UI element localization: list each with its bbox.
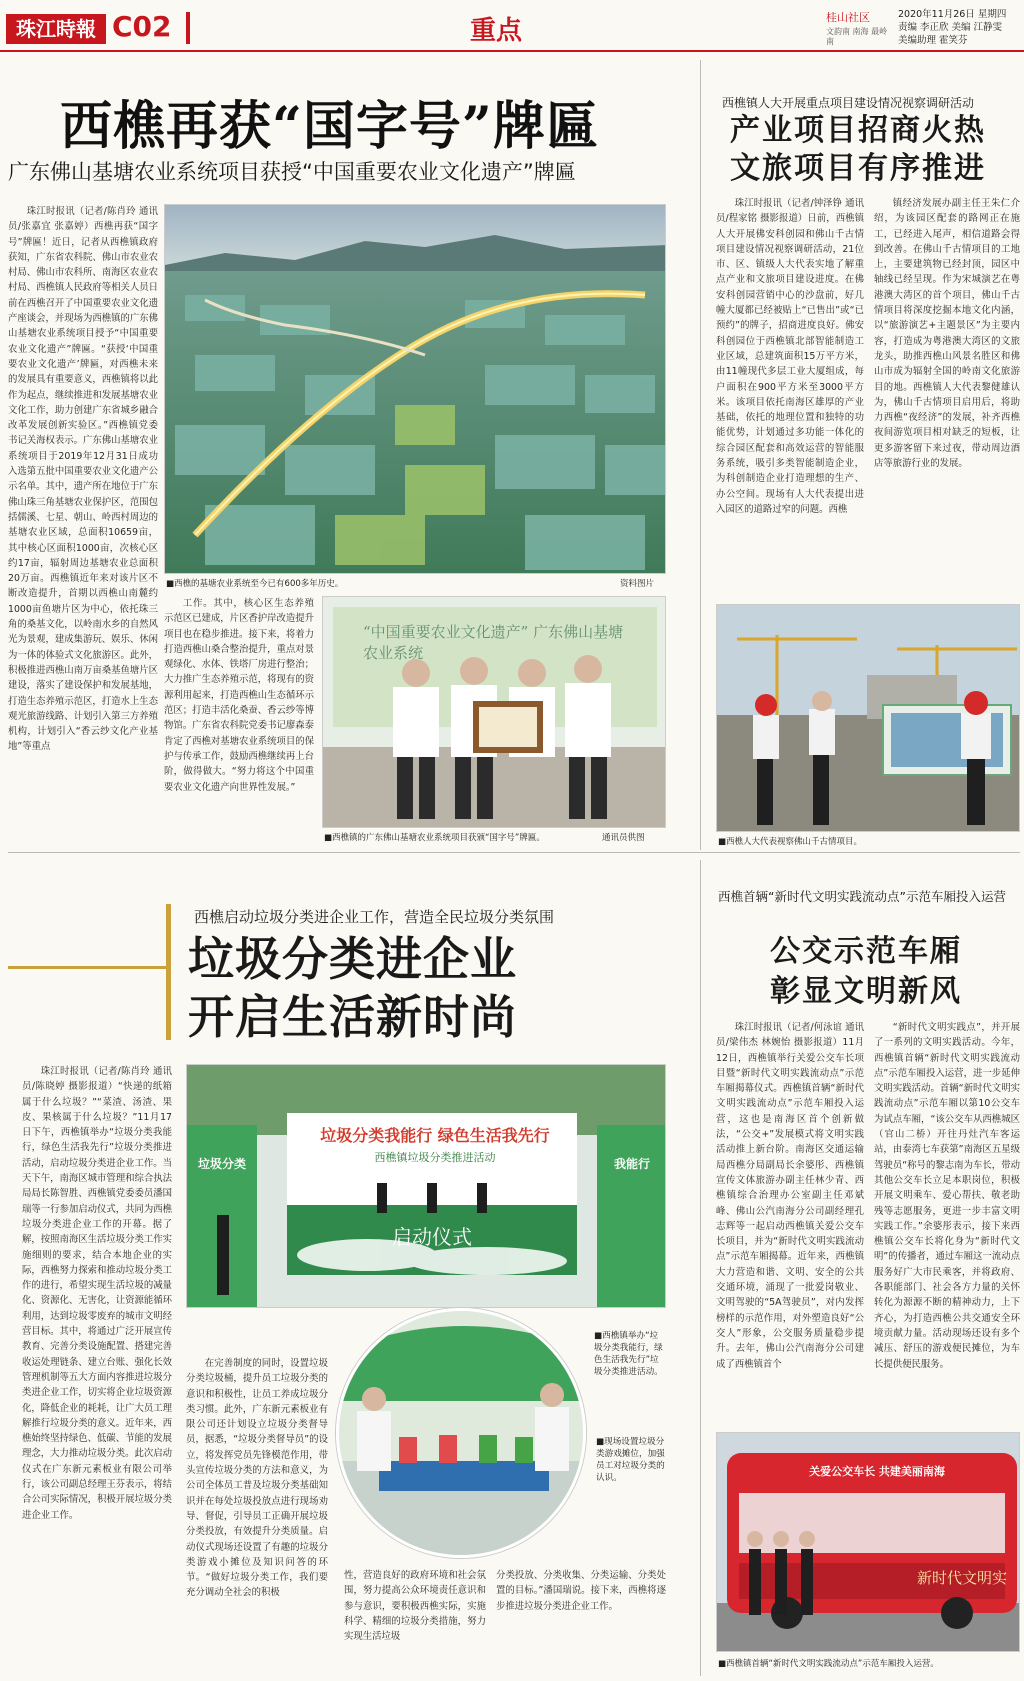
- article3-column-2: [186, 1356, 328, 1676]
- article3-body-1: 珠江时报讯（记者/陈肖玲 通讯员/陈晓婷 摄影报道）“快递的纸箱属于什么垃圾？”“菜渣、汤渣、果皮、果核属于什么垃圾？”11月17日下午，西樵镇举办“垃圾分类我能行，绿色生活我先行”垃圾分类推进活动，启动垃圾分类进企业工作。当天下午，南海区城市管理和综合执法局局长陈智胜、西樵镇党委委员潘国瑞等一行参加启动仪式，共同为西樵垃圾分类进企业工作的开幕。据了解，按照南海区生活垃圾分类工作实施细则的要求，结合本地企业的实际，西樵努力探索和推动垃圾分类工作的进行，希望实现生活垃圾的减量化、资源化、无害化，让资源能循环利用，达到垃圾零废弃的城市文明经营目标。其中，将通过广泛开展宣传教育、完善分类设施配置、搭建完善收运处理链条、建立台账、强化长效管理机制等五大方面内容推进垃圾分类进企业工作，切实将企业垃圾资源化，降低企业的耗耗，让广大员工理解推行垃圾分类的意义。近年来，西樵始终坚持绿色、低碳、节能的发展理念，大力推动垃圾分类。此次启动仪式在广东新元素板业有限公司举行，该公司副总经理王芬表示，将结合公司实际情况，积极开展垃圾分类进企业工作。: [22, 1066, 172, 1521]
- article3-body-4: 分类投放、分类收集、分类运输、分类处置的目标。”潘国瑞说。接下来，西樵将逐步推进垃圾分类进企业工作。: [496, 1570, 666, 1612]
- article2-kicker: 西樵镇人大开展重点项目建设情况视察调研活动: [722, 96, 975, 110]
- page-number: C02: [112, 10, 172, 43]
- article2-column-2: [874, 196, 1020, 598]
- event-banner-ceremony: 启动仪式: [392, 1225, 472, 1249]
- article2-body-1: 珠江时报讯（记者/钟泽铮 通讯员/程家铭 摄影报道）日前，西樵镇人大开展佛安科创园和佛山千古情项目建设情况视察调研活动，21位市、区、镇级人大代表实地了解重点产业和文旅项目建设进度。在佛安科创园营销中心的沙盘前，好几幢大厦都已经被贴上“已售出”或“已预约”的牌子，招商进度良好。佛安科创园位于西樵镇北部智能制造工业区域，总建筑面积15万平方米，由11幢现代多层工业大厦组成，每户面积在900平方米至3000平方米。该项目依托南海区雄厚的产业基础，依托的地理位置和独特的功能优势，计划通过多功能一体化的综合园区配套和高效运营的智能服务系统，吸引多类智能制造企业，为科创制造企业打造理想的生产、办公空间。现场有人大代表提出进入园区的道路过窄的问题。西樵: [716, 198, 864, 515]
- masthead-rule: [0, 50, 1024, 52]
- article2-site-photo: [716, 604, 1020, 832]
- article1-column-1: [8, 204, 158, 844]
- masthead-divider: [186, 12, 190, 44]
- article1-photo1-caption: ■西樵的基塘农业系统至今已有600多年历史。: [166, 579, 344, 589]
- article1-photo2-credit: 通讯员供图: [602, 833, 645, 843]
- event-banner-main: 垃圾分类我能行 绿色生活我先行: [320, 1126, 550, 1145]
- column-divider-right: [700, 60, 701, 850]
- newspaper-logo: 珠江時報: [6, 14, 106, 44]
- brand-badge: [826, 12, 894, 48]
- article3-column-4: [496, 1568, 666, 1676]
- article2-headline-line1: 产业项目招商火热: [730, 113, 986, 148]
- issue-editor: 责编 李正欣 美编 江静雯: [898, 22, 1003, 33]
- article3-column-3: [344, 1568, 486, 1676]
- article3-accent-bar: [166, 904, 171, 1040]
- article2-column-1: [716, 196, 864, 598]
- article1-photo2-caption: ■西樵镇的广东佛山基塘农业系统项目获颁“国字号”牌匾。: [324, 833, 545, 843]
- article3-headline-line2: 开启生活新时尚: [188, 990, 517, 1044]
- article4-headline: [770, 932, 1020, 1012]
- issue-info: [898, 8, 1022, 47]
- article3-game-photo: [336, 1308, 586, 1558]
- article4-column-1: [716, 1020, 864, 1424]
- article1-column-2: [164, 596, 314, 846]
- article3-body-2: 在完善制度的同时，设置垃圾分类垃圾桶，提升员工垃圾分类的意识和积极性，让员工养成垃圾分类习惯。此外，广东新元素板业有限公司还计划设立垃圾分类督导员，据悉，“垃圾分类督导员”的设立，将发挥党员先锋模范作用，带头宣传垃圾分类的方法和意义，为公司全体员工普及垃圾分类基础知识并在每处垃圾投放点进行现场劝导、督促，引导员工正确开展垃圾分类投放，有效提升分类质量。启动仪式现场还设置了有趣的垃圾分类游戏小摊位及知识问答的环节。“做好垃圾分类工作，我们要充分调动全社会的积极: [186, 1358, 328, 1599]
- aerial-landscape-image: [165, 205, 666, 574]
- article1-body-2: 工作。其中，核心区生态养殖示范区已建成，片区香护岸改造提升项目也在稳步推进。接下来，将着力打造西樵山桑合整治提升，重点对景观绿化、水体、铁塔厂房进行整治；大力推广生态养殖示范，将现有的资源利用起来，打造西樵山生态循环示范区；打造丰活化桑蚕、香云纱等博物馆。广东省农科院党委书记廖森泰肯定了西樵对基塘农业系统项目的保护与传承工作，鼓励西樵继续再上台阶，做得做大。“努力将这个中国重要农业文化遗产向世界性发展。”: [164, 598, 314, 793]
- article4-body-2: “新时代文明实践点”，并开展了一系列的文明实践活动。今年，西樵镇首辆“新时代文明实践流动点”示范车厢投入运营，进一步延伸文明实践活动。首辆“新时代文明实践流动点”示范车厢以第10公交车为试点车厢，“该公交车从西樵城区（官山二桥）开往丹灶汽车客运站，由泰湾七车获第”南海区五星级驾驶员“称号的黎志南为车长，带动其他公交车长立足本职岗位，积极开展文明乘车、爱心帮扶、敬老助残等志愿服务，更进一步丰富文明实践工作。”余婆彤表示，接下来西樵镇公交车长将化身为“新时代文明”的传播者，通过车厢这一流动点服务好广大市民乘客，并将政府、各职能部门、社会各方力量的关怀转化为源源不断的精神动力，上下齐心，为打造西樵公共交通安全环境贡献力量。活动现场还设有多个减压、舒压的游戏便民摊位，为车长提供便民服务。: [874, 1022, 1020, 1370]
- issue-assistant: 美编助理 霍笑芬: [898, 35, 968, 46]
- garbage-game-booth-image: [339, 1311, 586, 1558]
- article2-photo-caption: ■西樵人大代表视察佛山千古情项目。: [718, 837, 863, 847]
- article3-column-1: [22, 1064, 172, 1676]
- article1-body-1: 珠江时报讯（记者/陈肖玲 通讯员/张嘉宜 张嘉婷）西樵再获“国字号”牌匾！近日，记者从西樵镇政府获知，广东省农科院、佛山市农业农村局、佛山市农科所、南海区农业农村局、西樵镇人民政府等相关人员日前在西樵召开了中国重要农业文化遗产座谈会，并现场为西樵镇的广东佛山基塘农业系统项目授予“中国重要农业文化遗产”牌匾。“获授‘中国重要农业文化遗产’牌匾，对西樵未来的发展具有重要意义，西樵镇将以此作为起点，继续推进和发展基塘农业文化工作，助力创建广东省城乡融合改革发展创新实验区。”西樵镇党委书记关海权表示。广东佛山基塘农业系统项目于2019年12月31日成功入选第五批中国重要农业文化遗产公示名单。其中，遗产所在地位于广东佛山珠三角基塘农业保护区，范围包括儒溪、七星、朝山、岭西村周边的基塘农业区域，总面积10659亩，其中核心区面积1000亩，次核心区约17亩，辐射周边基塘农业总面积20万亩。西樵镇近年来对该片区不断改造提升，首期以西樵山南麓约1000亩鱼塘片区为中心，依托珠三角的桑基文化，以岭南水乡的自然风光为景观，建成集游玩、娱乐、休闲为一体的体验式文化旅游区。此外，积极推进西樵山南万亩桑基鱼塘片区建设，落实了建设保护和发展基地，打造生态养殖示范区，打造水上生态观光旅游线路、计划引入第三方养殖机构，计划引入“香云纱文化产业基地”等重点: [8, 206, 158, 753]
- issue-date: 2020年11月26日 星期四: [898, 9, 1007, 20]
- article3-body-3: 性，营造良好的政府环境和社会氛围，努力提高公众环境责任意识和参与意识，要积极西樵实际，实施科学、精细的垃圾分类措施，努力实现生活垃圾: [344, 1570, 486, 1643]
- article3-headline-line1: 垃圾分类进企业: [188, 932, 517, 986]
- article3-accent-line: [8, 966, 166, 969]
- event-pillar-right: 我能行: [613, 1157, 650, 1171]
- article2-headline-line2: 文旅项目有序推进: [730, 151, 986, 186]
- brand-subtitle: 文韵南 南海 最岭南: [826, 27, 888, 46]
- article4-headline-line2: 彰显文明新风: [770, 974, 962, 1009]
- article4-headline-line1: 公交示范车厢: [770, 934, 962, 969]
- construction-site-image: [717, 605, 1020, 832]
- garbage-event-stage-image: [187, 1065, 666, 1308]
- article1-subheadline: 广东佛山基塘农业系统项目获授“中国重要农业文化遗产”牌匾: [8, 160, 576, 184]
- section-divider: [8, 852, 1020, 853]
- ceremony-banner-text: “中国重要农业文化遗产” 广东佛山基塘农业系统: [363, 623, 624, 662]
- event-pillar-left: 垃圾分类: [197, 1157, 246, 1171]
- article4-kicker: 西樵首辆“新时代文明实践流动点”示范车厢投入运营: [718, 889, 1006, 904]
- article1-ceremony-photo: [322, 596, 666, 828]
- article1-headline: 西樵再获“国字号”牌匾: [60, 96, 599, 157]
- article2-body-2: 镇经济发展办副主任王朱仁介绍，为该园区配套的路网正在施工，已经进入尾声，相信道路会得到改善。在佛山千古情项目的工地上，主要建筑物已经封顶，园区中轴线已经呈现。作为宋城演艺在粤港澳大湾区的首个项目，佛山千古情项目将深度挖掘本地文化内涵，以“旅游演艺+主题景区”为主要内容，打造成为粤港澳大湾区的文旅龙头，助推西樵山风景名胜区和佛山市成为辐射全国的岭南文化旅游目的地。西樵镇人大代表黎健雄认为，佛山千古情项目启用后，将助力西樵“夜经济”的发展，补齐西樵夜间游览项目相对缺乏的短板，让更多游客留下来过夜，带动周边酒店等旅游行业的发展。: [874, 198, 1020, 470]
- bus-top-text: 关爱公交车长 共建美丽南海: [809, 1465, 945, 1478]
- section-title: 重点: [470, 16, 523, 46]
- article1-photo1-credit: 资料图片: [620, 579, 655, 589]
- brand-title: 桂山社区: [826, 11, 870, 24]
- event-banner-sub: 西樵镇垃圾分类推进活动: [374, 1151, 496, 1164]
- article3-photo1-caption: ■西樵镇举办“垃圾分类我能行，绿色生活我先行”垃圾分类推进活动。: [594, 1331, 663, 1377]
- article3-kicker: 西樵启动垃圾分类进企业工作，营造全民垃圾分类氛围: [194, 908, 555, 926]
- article4-body-1: 珠江时报讯（记者/何泳谊 通讯员/梁伟杰 林婉怡 摄影报道）11月12日，西樵镇举行关爱公交车长项目暨“新时代文明实践流动点”示范车厢揭幕仪式。西樵镇首辆“新时代文明实践流动点”示范车厢投入运营，这也是南海区首个创新做法，“公交+”发展模式将文明实践活动推上新台阶。南海区交通运输局西樵分局副局长余婆彤、西樵镇宣传文体旅游办副主任林少青、西樵镇综合治理办公室副主任邓斌峰、佛山公汽南海分公司副经理孔志辉等一起启动西樵镇关爱公交车长项目，并为“新时代文明实践流动点”示范车厢揭幕。近年来，西樵镇大力营造和谐、文明、安全的公共交通环境，涌现了一批爱岗敬业、文明驾驶的“5A驾驶员”，对内发挥榜样的示范作用，对外塑造良好“公交人”形象，公交服务质量稳步提升。去年，佛山公汽南海分公司建成了西樵镇首个: [716, 1022, 864, 1370]
- bus-side-text: 新时代文明实: [916, 1569, 1007, 1587]
- article4-bus-photo: [716, 1432, 1020, 1652]
- article1-aerial-photo: [164, 204, 666, 574]
- article3-photo2-caption: ■现场设置垃圾分类游戏摊位，加强员工对垃圾分类的认识。: [596, 1437, 665, 1483]
- article2-headline: [730, 112, 1020, 188]
- article4-column-2: [874, 1020, 1020, 1424]
- article3-event-photo: [186, 1064, 666, 1308]
- article3-headline: [188, 930, 517, 1046]
- article4-photo-caption: ■西樵镇首辆“新时代文明实践流动点”示范车厢投入运营。: [718, 1659, 939, 1669]
- column-divider-bottom: [700, 860, 701, 1676]
